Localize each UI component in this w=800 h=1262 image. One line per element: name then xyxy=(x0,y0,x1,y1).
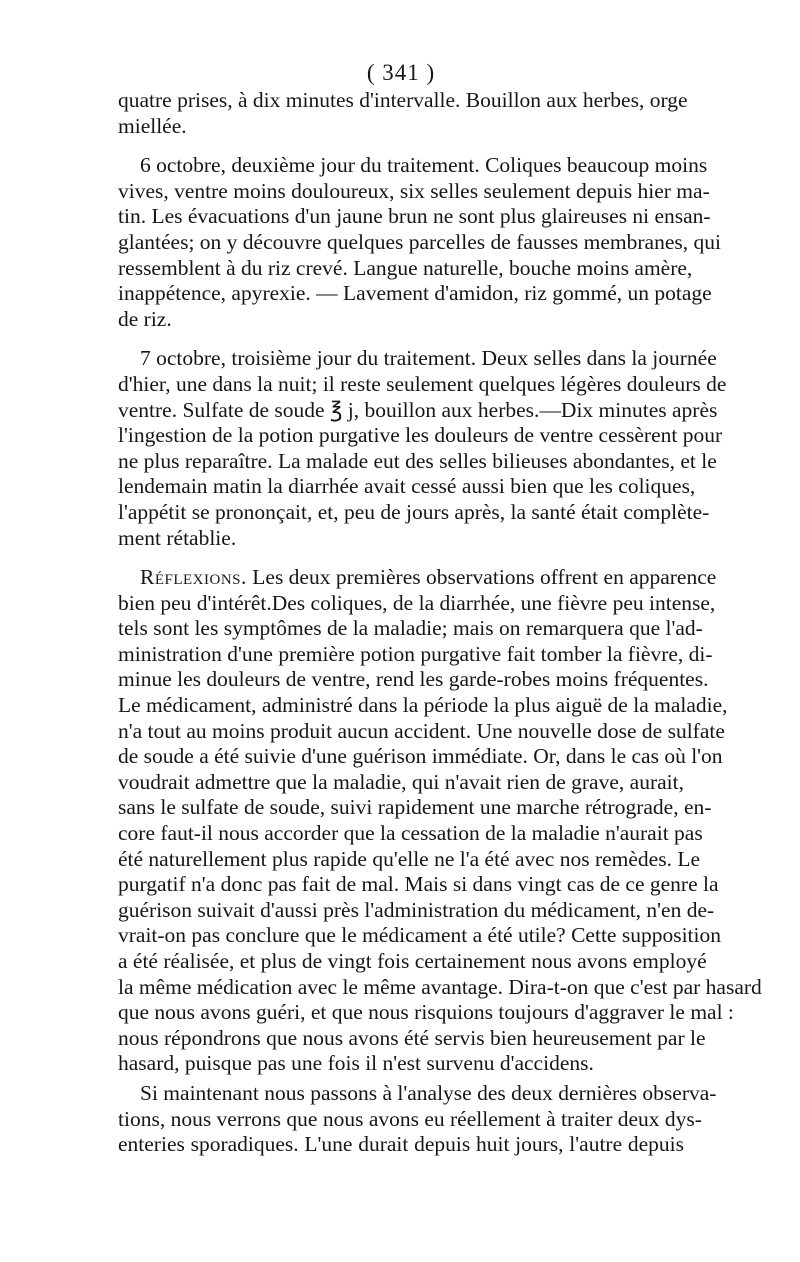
text-line: core faut-il nous accorder que la cessation de la maladie n'aurait pas xyxy=(118,821,703,846)
text-line: ressemblent à du riz crevé. Langue naturelle, bouche moins amère, xyxy=(118,255,693,280)
text-line: 6 octobre, deuxième jour du traitement. Coliques beaucoup moins xyxy=(140,153,708,178)
text-line: sans le sulfate de soude, suivi rapidement une marche rétrograde, en- xyxy=(118,795,712,820)
text-line: été naturellement plus rapide qu'elle ne l'a été avec nos remèdes. Le xyxy=(118,846,701,871)
text-line: Le médicament, administré dans la période la plus aiguë de la maladie, xyxy=(118,693,728,718)
text-line: tin. Les évacuations d'un jaune brun ne sont plus glaireuses ni ensan- xyxy=(118,204,711,229)
text-line: Si maintenant nous passons à l'analyse des deux dernières observa- xyxy=(140,1080,717,1105)
text-line: inappétence, apyrexie. — Lavement d'amidon, riz gommé, un potage xyxy=(118,281,712,306)
text-line: d'hier, une dans la nuit; il reste seulement quelques légères douleurs de xyxy=(118,371,727,396)
paragraph-2 xyxy=(118,153,721,332)
text-line: minue les douleurs de ventre, rend les garde-robes moins fréquentes. xyxy=(118,667,709,692)
text-line: a été réalisée, et plus de vingt fois certainement nous avons employé xyxy=(118,949,707,973)
text-line: tels sont les symptômes de la maladie; mais on remarquera que l'ad- xyxy=(118,616,703,641)
text-line: purgatif n'a donc pas fait de mal. Mais si dans vingt cas de ce genre la xyxy=(118,872,719,897)
text-line: guérison suivait d'aussi près l'administration du médicament, n'en de- xyxy=(118,897,715,922)
text-line: 7 octobre, troisième jour du traitement. Deux selles dans la journée xyxy=(140,346,717,371)
section-lead: Réflexions. xyxy=(140,565,247,590)
text-fragment: Les deux premières observations offrent en apparence xyxy=(246,565,717,590)
page-number: ( 341 ) xyxy=(366,60,436,85)
text-line: l'ingestion de la potion purgative les douleurs de ventre cessèrent pour xyxy=(118,423,723,448)
text-line: ment rétablie. xyxy=(118,525,237,550)
text-line: miellée. xyxy=(118,113,187,138)
text-line: lendemain matin la diarrhée avait cessé aussi bien que les coliques, xyxy=(118,474,696,499)
text-line: la même médication avec le même avantage. Dira-t-on que c'est par hasard xyxy=(118,974,762,999)
text-line: ventre. Sulfate de soude ℥ j, bouillon aux herbes.—Dix minutes après xyxy=(118,397,718,422)
text-line: bien peu d'intérêt.Des coliques, de la diarrhée, une fièvre peu intense, xyxy=(118,590,716,615)
text-line: voudrait admettre que la maladie, qui n'avait rien de grave, aurait, xyxy=(118,769,684,794)
text-line: que nous avons guéri, et que nous risquions toujours d'aggraver le mal : xyxy=(118,1000,734,1025)
text-line: vrait-on pas conclure que le médicament a été utile? Cette supposition xyxy=(118,923,721,948)
book-page xyxy=(118,58,762,1158)
text-line xyxy=(118,565,717,591)
text-line: ministration d'une première potion purgative fait tomber la fièvre, di- xyxy=(118,641,713,666)
text-line: enteries sporadiques. L'une durait depuis huit jours, l'autre depuis xyxy=(118,1132,684,1157)
paragraph-reflexions xyxy=(118,565,762,1077)
text-line: de riz. xyxy=(118,306,172,331)
text-line: hasard, puisque pas une fois il n'est survenu d'accidens. xyxy=(118,1051,594,1076)
text-line: quatre prises, à dix minutes d'intervalle. Bouillon aux herbes, orge xyxy=(118,88,688,112)
paragraph-3 xyxy=(118,346,727,551)
text-line: nous répondrons que nous avons été servis bien heureusement par le xyxy=(118,1025,706,1050)
text-line: de soude a été suivie d'une guérison immédiate. Or, dans le cas où l'on xyxy=(118,744,723,769)
paragraph-5 xyxy=(118,1080,717,1158)
text-line: n'a tout au moins produit aucun accident. Une nouvelle dose de sulfate xyxy=(118,718,725,743)
text-line: l'appétit se prononçait, et, peu de jours après, la santé était complète- xyxy=(118,499,710,524)
text-line: ne plus reparaître. La malade eut des selles bilieuses abondantes, et le xyxy=(118,448,717,473)
text-line: tions, nous verrons que nous avons eu réellement à traiter deux dys- xyxy=(118,1106,702,1131)
text-line: glantées; on y découvre quelques parcelles de fausses membranes, qui xyxy=(118,229,721,254)
text-line: vives, ventre moins douloureux, six selles seulement depuis hier ma- xyxy=(118,178,710,203)
paragraph-1 xyxy=(118,88,688,139)
